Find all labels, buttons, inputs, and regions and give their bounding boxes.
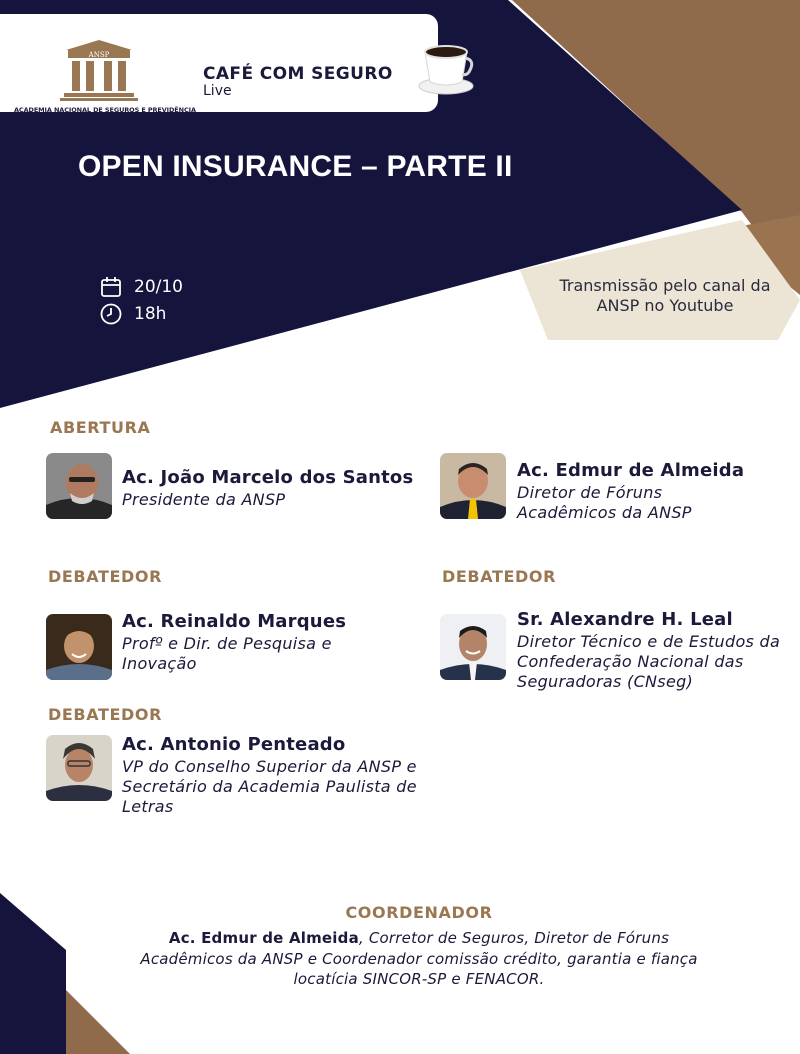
coordinator-description: , Corretor de Seguros, Diretor de Fóruns Acadêmicos da ANSP e Coordenador comissão crédito, garantia e fiança locatícia SINCOR-SP e FENACOR. (140, 929, 698, 988)
event-title: OPEN INSURANCE – PARTE II (78, 150, 513, 183)
speaker-photo-joao-marcelo (46, 453, 112, 519)
event-date-row (100, 276, 183, 298)
speaker-photo-antonio (46, 735, 112, 801)
institution-columns-icon (60, 40, 138, 102)
speaker-name: Ac. João Marcelo dos Santos (122, 467, 414, 488)
speaker-name: Sr. Alexandre H. Leal (517, 609, 733, 630)
section-debatedor: DEBATEDOR (48, 705, 162, 724)
calendar-icon (100, 276, 122, 298)
speaker-role: Profº e Dir. de Pesquisa e Inovação (122, 634, 332, 673)
coordinator-name: Ac. Edmur de Almeida (168, 929, 359, 947)
speaker-role: Presidente da ANSP (122, 490, 286, 509)
speaker-role: Diretor Técnico e de Estudos da Confederação Nacional das Seguradoras (CNseg) (517, 632, 781, 691)
brand-subtitle: Live (203, 83, 232, 99)
section-abertura: ABERTURA (50, 418, 151, 437)
logo-card (0, 14, 438, 112)
event-time-row (100, 303, 166, 325)
speaker-name: Ac. Edmur de Almeida (517, 460, 745, 481)
logo-emblem-text: ANSP (88, 51, 110, 59)
speaker-photo-alexandre (440, 614, 506, 680)
logo-caption: ACADEMIA NACIONAL DE SEGUROS E PREVIDÊNCIA (14, 106, 196, 114)
brand-title: CAFÉ COM SEGURO (203, 64, 393, 84)
clock-icon (100, 303, 122, 325)
coordinator-text (130, 928, 708, 990)
bronze-corner-bottom (66, 990, 130, 1054)
coffee-cup-icon (416, 38, 476, 98)
speaker-name: Ac. Antonio Penteado (122, 734, 346, 755)
section-debatedor: DEBATEDOR (48, 567, 162, 586)
transmission-note: Transmissão pelo canal da ANSP no Youtube (559, 276, 771, 315)
speaker-role: VP do Conselho Superior da ANSP e Secretário da Academia Paulista de Letras (122, 757, 417, 816)
speaker-photo-reinaldo (46, 614, 112, 680)
section-debatedor: DEBATEDOR (442, 567, 556, 586)
event-time: 18h (134, 304, 167, 324)
speaker-photo-edmur (440, 453, 506, 519)
speaker-name: Ac. Reinaldo Marques (122, 611, 347, 632)
event-date: 20/10 (134, 277, 183, 297)
coordinator-heading: COORDENADOR (345, 903, 493, 922)
speaker-role: Diretor de Fóruns Acadêmicos da ANSP (517, 483, 692, 522)
